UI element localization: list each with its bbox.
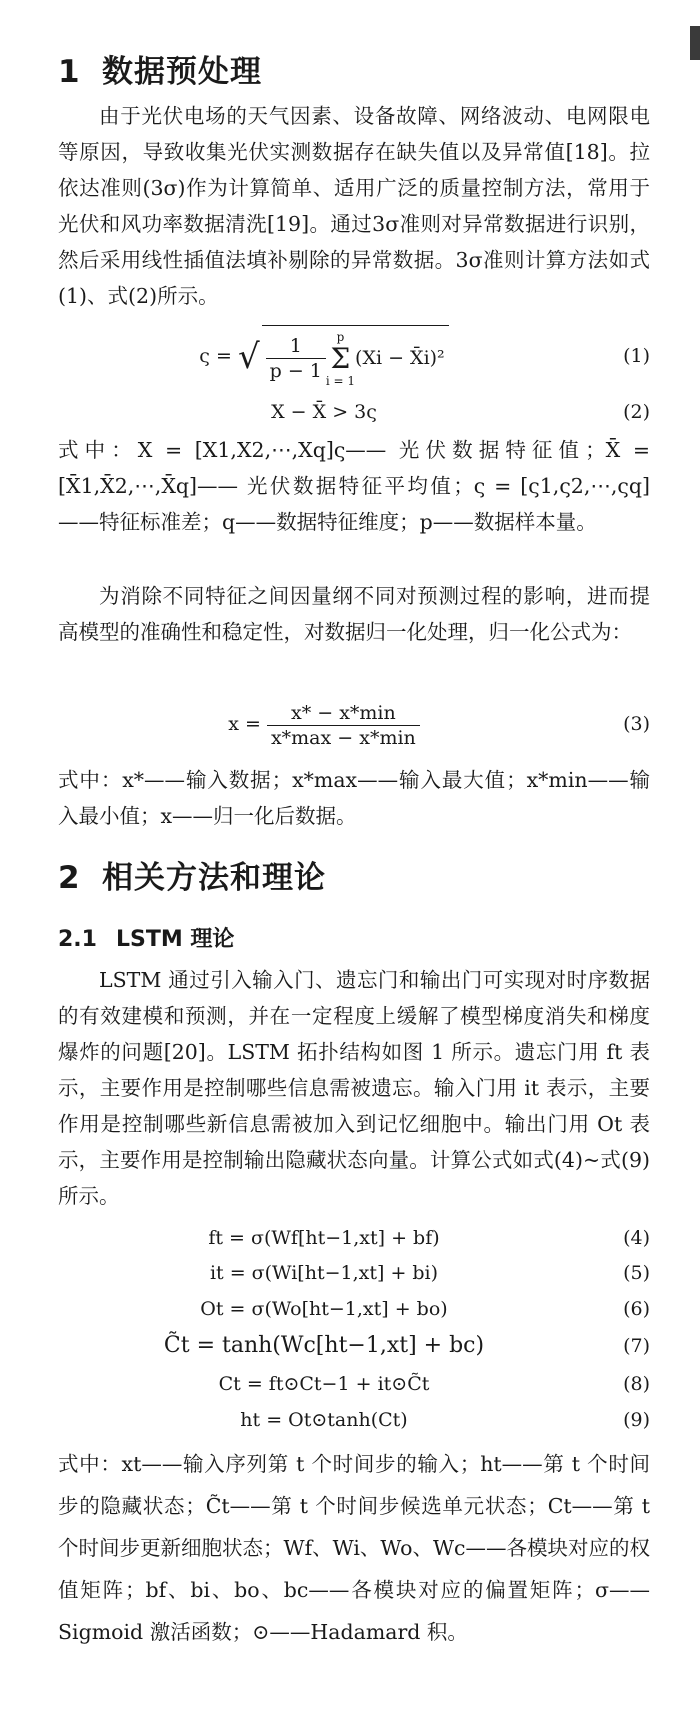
equation-5-formula: it = σ(Wi[ht−1,xt] + bi)	[209, 1262, 439, 1284]
equation-4-formula: ft = σ(Wf[ht−1,xt] + bf)	[208, 1227, 440, 1249]
equation-8	[58, 1369, 650, 1399]
equation-6-number: (6)	[623, 1298, 650, 1320]
equation-7-number: (7)	[623, 1335, 650, 1357]
equation-5-number: (5)	[623, 1262, 650, 1284]
page-edge-mark	[690, 26, 700, 60]
section-1-paragraph-1	[58, 98, 650, 314]
equation-9-number: (9)	[623, 1409, 650, 1431]
equation-4	[58, 1223, 650, 1253]
section-1-paragraph-2	[58, 578, 650, 650]
section-2-paragraph-1	[58, 962, 650, 1214]
section-2-title: 相关方法和理论	[102, 860, 326, 896]
where-text-3: 式中：xt——输入序列第 t 个时间步的输入；ht——第 t 个时间步的隐藏状态；C̃t——第 t 个时间步候选单元状态；Ct——第 t 个时间步更新细胞状态；Wf、Wi、Wo、Wc——各模块对应的权值矩阵；bf、bi、bo、bc——各模块对应的偏置矩阵；σ——Sigmoid 激活函数；⊙——Hadamard 积。	[58, 1452, 650, 1644]
eq1-denominator: p − 1	[269, 360, 322, 382]
eq1-fraction	[266, 334, 326, 383]
paragraph-text-2: 为消除不同特征之间因量纲不同对预测过程的影响，进而提高模型的准确性和稳定性，对数据归一化处理，归一化公式为：	[58, 584, 650, 644]
equation-8-number: (8)	[623, 1373, 650, 1395]
eq3-denominator: x*max − x*min	[270, 726, 416, 749]
eq1-body: (Xi − X̄i)²	[355, 346, 445, 369]
sqrt-symbol: √	[237, 337, 260, 377]
subsection-2-1-title: LSTM 理论	[116, 927, 235, 952]
equation-6	[58, 1294, 650, 1324]
equation-3	[58, 696, 650, 752]
subsection-2-1-number: 2.1	[58, 927, 97, 952]
where-text-2: 式中：x*——输入数据；x*max——输入最大值；x*min——输入最小值；x——归一化后数据。	[58, 768, 650, 828]
equation-1-number: (1)	[623, 345, 650, 367]
section-2-number: 2	[58, 860, 81, 896]
eq1-lhs: ς =	[199, 345, 232, 367]
sigma-symbol: Σ	[330, 341, 351, 375]
where-clause-2	[58, 762, 650, 834]
where-clause-3	[58, 1443, 650, 1653]
section-1-title: 数据预处理	[102, 54, 262, 90]
equation-1-formula	[58, 324, 590, 390]
equation-4-number: (4)	[623, 1227, 650, 1249]
equation-9	[58, 1405, 650, 1435]
eq3-numerator: x* − x*min	[267, 701, 420, 726]
summation	[326, 330, 355, 388]
equation-5	[58, 1258, 650, 1288]
eq3-fraction	[267, 701, 420, 750]
equation-6-formula: Ot = σ(Wo[ht−1,xt] + bo)	[200, 1298, 448, 1320]
equation-2-formula: X − X̄ > 3ς	[271, 401, 377, 423]
eq3-lhs: x =	[228, 713, 261, 735]
subsection-2-1-heading	[58, 922, 234, 953]
section-2-heading	[58, 852, 326, 897]
sqrt-body	[262, 325, 449, 390]
equation-3-number: (3)	[623, 713, 650, 735]
paragraph-text: 由于光伏电场的天气因素、设备故障、网络波动、电网限电等原因，导致收集光伏实测数据存在缺失值以及异常值[18]。拉依达准则(3σ)作为计算简单、适用广泛的质量控制方法，常用于光伏和风功率数据清洗[19]。通过3σ准则对异常数据进行识别，然后采用线性插值法填补剔除的异常数据。3σ准则计算方法如式(1)、式(2)所示。	[58, 104, 650, 308]
where-clause-1	[58, 432, 650, 540]
sum-upper: p	[336, 329, 345, 344]
section-1-number: 1	[58, 54, 81, 90]
equation-2	[58, 397, 650, 427]
equation-9-formula: ht = Ot⊙tanh(Ct)	[240, 1409, 408, 1431]
paragraph-text-3: LSTM 通过引入输入门、遗忘门和输出门可实现对时序数据的有效建模和预测，并在一定程度上缓解了模型梯度消失和梯度爆炸的问题[20]。LSTM 拓扑结构如图 1 所示。遗忘门用 ft 表示，主要作用是控制哪些信息需被遗忘。输入门用 it 表示，主要作用是控制哪些新信息需被加入到记忆细胞中。输出门用 Ot 表示，主要作用是控制输出隐藏状态向量。计算公式如式(4)~式(9)所示。	[58, 968, 650, 1208]
equation-1	[58, 324, 650, 388]
equation-8-formula: Ct = ft⊙Ct−1 + it⊙C̃t	[218, 1373, 430, 1395]
where-text-1: 式中：X = [X1,X2,⋯,Xq]ς—— 光伏数据特征值；X̄ = [X̄1,X̄2,⋯,X̄q]—— 光伏数据特征平均值；ς = [ς1,ς2,⋯,ςq]——特征标准差；q——数据特征维度；p——数据样本量。	[58, 438, 650, 534]
eq1-numerator: 1	[266, 334, 326, 359]
section-1-heading	[58, 46, 262, 91]
equation-7-formula: C̃t = tanh(Wc[ht−1,xt] + bc)	[163, 1333, 485, 1358]
equation-3-formula	[58, 696, 590, 752]
equation-2-number: (2)	[623, 401, 650, 423]
equation-7	[58, 1331, 650, 1361]
sum-lower: i = 1	[325, 373, 356, 388]
